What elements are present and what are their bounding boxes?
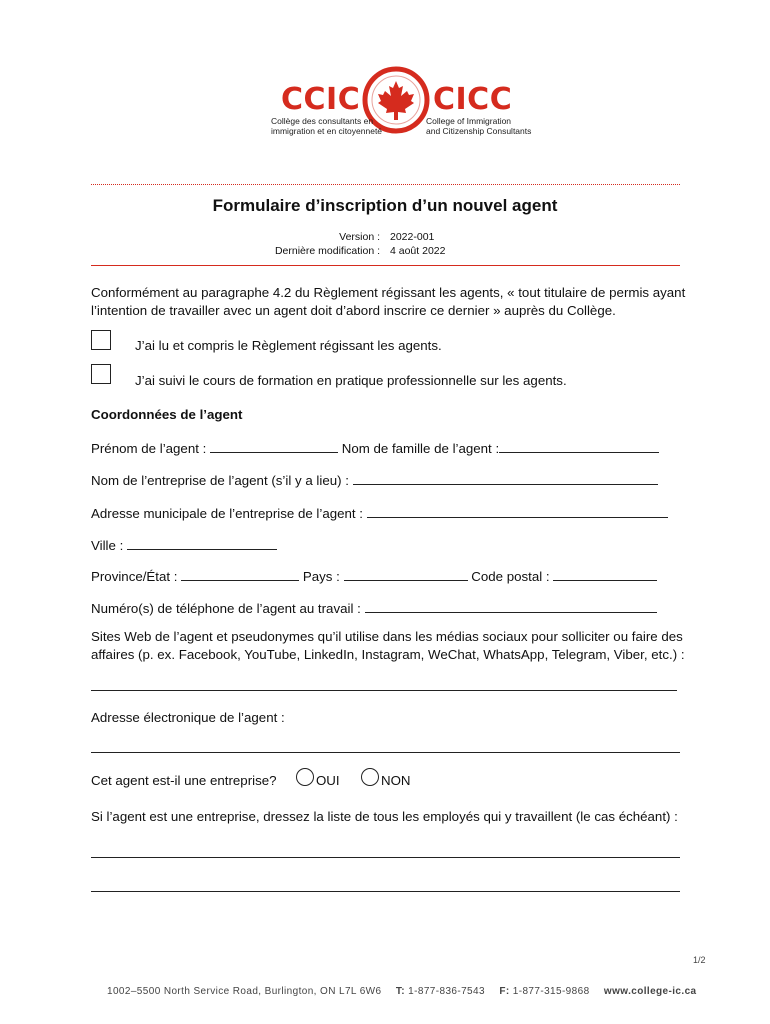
address-row [91,503,668,523]
first-name-label: Prénom de l’agent : [91,441,207,456]
websites-question [91,628,685,664]
employees-field-2[interactable] [91,891,680,892]
province-field[interactable] [181,566,299,581]
yes-radio[interactable] [296,768,314,786]
intro-paragraph [91,284,685,320]
title-divider [91,265,680,266]
city-row [91,535,277,555]
region-row [91,566,657,586]
business-question: Cet agent est-il une entreprise? [91,773,277,788]
websites-line-2: affaires (p. ex. Facebook, YouTube, LinkedIn, Instagram, WeChat, WhatsApp, Telegram, Viber, etc.) : [91,647,685,662]
email-field[interactable] [91,752,680,753]
footer-fax: 1-877-315-9868 [512,986,590,997]
training-course-checkbox[interactable] [91,364,111,384]
footer-tel: 1-877-836-7543 [408,986,485,997]
phone-row [91,598,657,618]
city-label: Ville : [91,538,124,553]
no-label: NON [380,773,411,788]
name-row [91,438,659,458]
org-name-en [426,116,531,136]
footer-contact [107,986,697,997]
employees-label: Si l’agent est une entreprise, dressez la liste de tous les employés qui y travaillent (le cas échéant) : [91,809,678,824]
websites-field[interactable] [91,690,677,691]
read-regulation-checkbox[interactable] [91,330,111,350]
org-name-fr [271,116,382,136]
top-divider [91,184,680,185]
footer-fax-label: F: [499,986,510,997]
footer-website[interactable]: www.college-ic.ca [603,986,697,997]
org-name-fr-line1: Collège des consultants en [271,116,374,126]
city-field[interactable] [127,535,277,550]
employees-field-1[interactable] [91,857,680,858]
email-label: Adresse électronique de l’agent : [91,710,285,725]
company-label: Nom de l’entreprise de l’agent (s’il y a lieu) : [91,473,349,488]
org-name-en-line2: and Citizenship Consultants [426,126,532,136]
footer-address: 1002–5500 North Service Road, Burlington, ON L7L 6W6 [107,986,382,997]
phone-field[interactable] [365,598,657,613]
training-course-label: J’ai suivi le cours de formation en pratique professionnelle sur les agents. [135,373,567,388]
last-name-label: Nom de famille de l’agent : [341,441,500,456]
last-name-field[interactable] [499,438,659,453]
org-name-fr-line2: immigration et en citoyenneté [271,126,383,136]
modified-value: 4 août 2022 [390,245,446,257]
postal-code-label: Code postal : [471,569,550,584]
country-label: Pays : [302,569,340,584]
logo-cicc: CICC [433,82,513,117]
intro-line-2: l’intention de travailler avec un agent doit d’abord inscrire ce dernier » auprès du Collège. [91,303,616,318]
form-title: Formulaire d’inscription d’un nouvel agent [212,196,558,215]
no-radio[interactable] [361,768,379,786]
read-regulation-label: J’ai lu et compris le Règlement régissant les agents. [135,338,442,353]
version-label: Version : [339,231,380,243]
business-row [91,768,411,790]
phone-label: Numéro(s) de téléphone de l’agent au travail : [91,601,361,616]
address-field[interactable] [367,503,668,518]
logo-ccic: CCIC [281,82,361,117]
first-name-field[interactable] [210,438,338,453]
page-number: 1/2 [693,955,706,965]
address-label: Adresse municipale de l’entreprise de l’agent : [91,506,364,521]
section-heading: Coordonnées de l’agent [91,407,243,422]
yes-label: OUI [315,773,340,788]
intro-line-1: Conformément au paragraphe 4.2 du Règlement régissant les agents, « tout titulaire de permis ayant [91,285,686,300]
modified-label: Dernière modification : [274,245,380,257]
version-value: 2022-001 [390,231,435,243]
province-label: Province/État : [91,569,178,584]
company-row [91,470,658,490]
websites-line-1: Sites Web de l’agent et pseudonymes qu’il utilise dans les médias sociaux pour solliciter ou faire des [91,629,683,644]
org-name-en-line1: College of Immigration [426,116,512,126]
postal-code-field[interactable] [553,566,657,581]
footer-tel-label: T: [395,986,405,997]
country-field[interactable] [344,566,468,581]
company-field[interactable] [353,470,658,485]
